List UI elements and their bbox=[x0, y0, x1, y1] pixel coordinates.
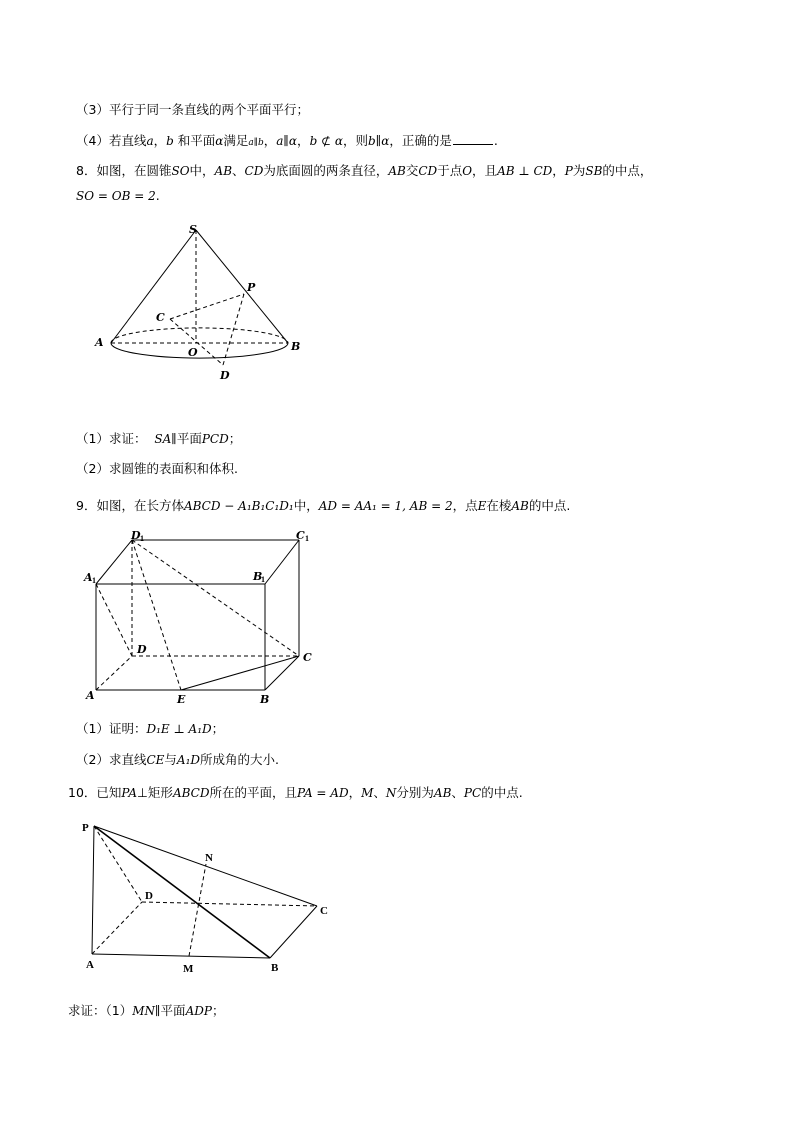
cuboid-label-D1-sub: 1 bbox=[140, 534, 144, 543]
q9-part-1: （1）证明：D₁E ⊥ A₁D； bbox=[76, 721, 225, 736]
cone-figure bbox=[90, 222, 330, 387]
q10-stem: 10．已知PA⊥矩形ABCD所在的平面，且PA = AD，M、N分别为AB、PC的中点. bbox=[68, 785, 523, 800]
answer-blank bbox=[453, 132, 493, 145]
cuboid-label-C: C bbox=[303, 651, 312, 664]
pyramid-label-B: B bbox=[271, 962, 279, 974]
q8-stem-line2: SO = OB = 2. bbox=[76, 188, 160, 203]
cuboid-label-D: D bbox=[137, 643, 147, 656]
cuboid-label-D1: D bbox=[131, 529, 141, 542]
pyramid-label-A: A bbox=[86, 959, 94, 971]
cuboid-label-C1-sub: 1 bbox=[305, 534, 309, 543]
pyramid-label-D: D bbox=[145, 890, 153, 902]
pyramid-label-P: P bbox=[82, 822, 89, 834]
cuboid-label-B: B bbox=[260, 693, 270, 706]
q8-part-1: （1）求证： SA∥平面PCD； bbox=[76, 431, 242, 446]
q9-stem: 9．如图，在长方体ABCD − A₁B₁C₁D₁中，AD = AA₁ = 1, AB = 2，点E在棱AB的中点. bbox=[76, 498, 571, 513]
cuboid-figure bbox=[82, 530, 332, 710]
cuboid-label-B1-sub: 1 bbox=[261, 575, 265, 584]
cone-label-P: P bbox=[247, 281, 256, 294]
cone-label-A: A bbox=[95, 336, 104, 349]
q7-item-3: （3）平行于同一条直线的两个平面平行； bbox=[76, 102, 309, 117]
q8-stem: 8．如图，在圆锥SO中，AB、CD为底面圆的两条直径，AB交CD于点O，且AB ⊥ CD，P为SB的中点， bbox=[76, 163, 653, 178]
cuboid-label-A1-sub: 1 bbox=[92, 576, 96, 585]
cuboid-label-C1: C bbox=[296, 529, 305, 542]
pyramid-label-M: M bbox=[183, 963, 194, 975]
cone-label-B: B bbox=[291, 340, 301, 353]
cone-label-D: D bbox=[220, 369, 230, 382]
q9-part-2: （2）求直线CE与A₁D所成角的大小. bbox=[76, 752, 280, 767]
cone-label-S: S bbox=[189, 223, 197, 236]
cuboid-label-A1: A bbox=[84, 571, 93, 584]
pyramid-figure bbox=[80, 817, 340, 977]
q8-part-2: （2）求圆锥的表面积和体积. bbox=[76, 461, 238, 476]
cone-label-O: O bbox=[188, 346, 198, 359]
cuboid-label-B1: B bbox=[253, 570, 263, 583]
cuboid-label-A: A bbox=[86, 689, 95, 702]
cone-label-C: C bbox=[156, 311, 165, 324]
q7-item-4: （4）若直线a，b 和平面α满足a∥b，a∥α，b ⊄ α，则b∥α，正确的是 . bbox=[76, 133, 498, 148]
pyramid-label-C: C bbox=[320, 905, 328, 917]
cuboid-label-E: E bbox=[177, 693, 186, 706]
q10-part-1: 求证：（1）MN∥平面ADP； bbox=[68, 1003, 225, 1018]
pyramid-label-N: N bbox=[205, 852, 213, 864]
